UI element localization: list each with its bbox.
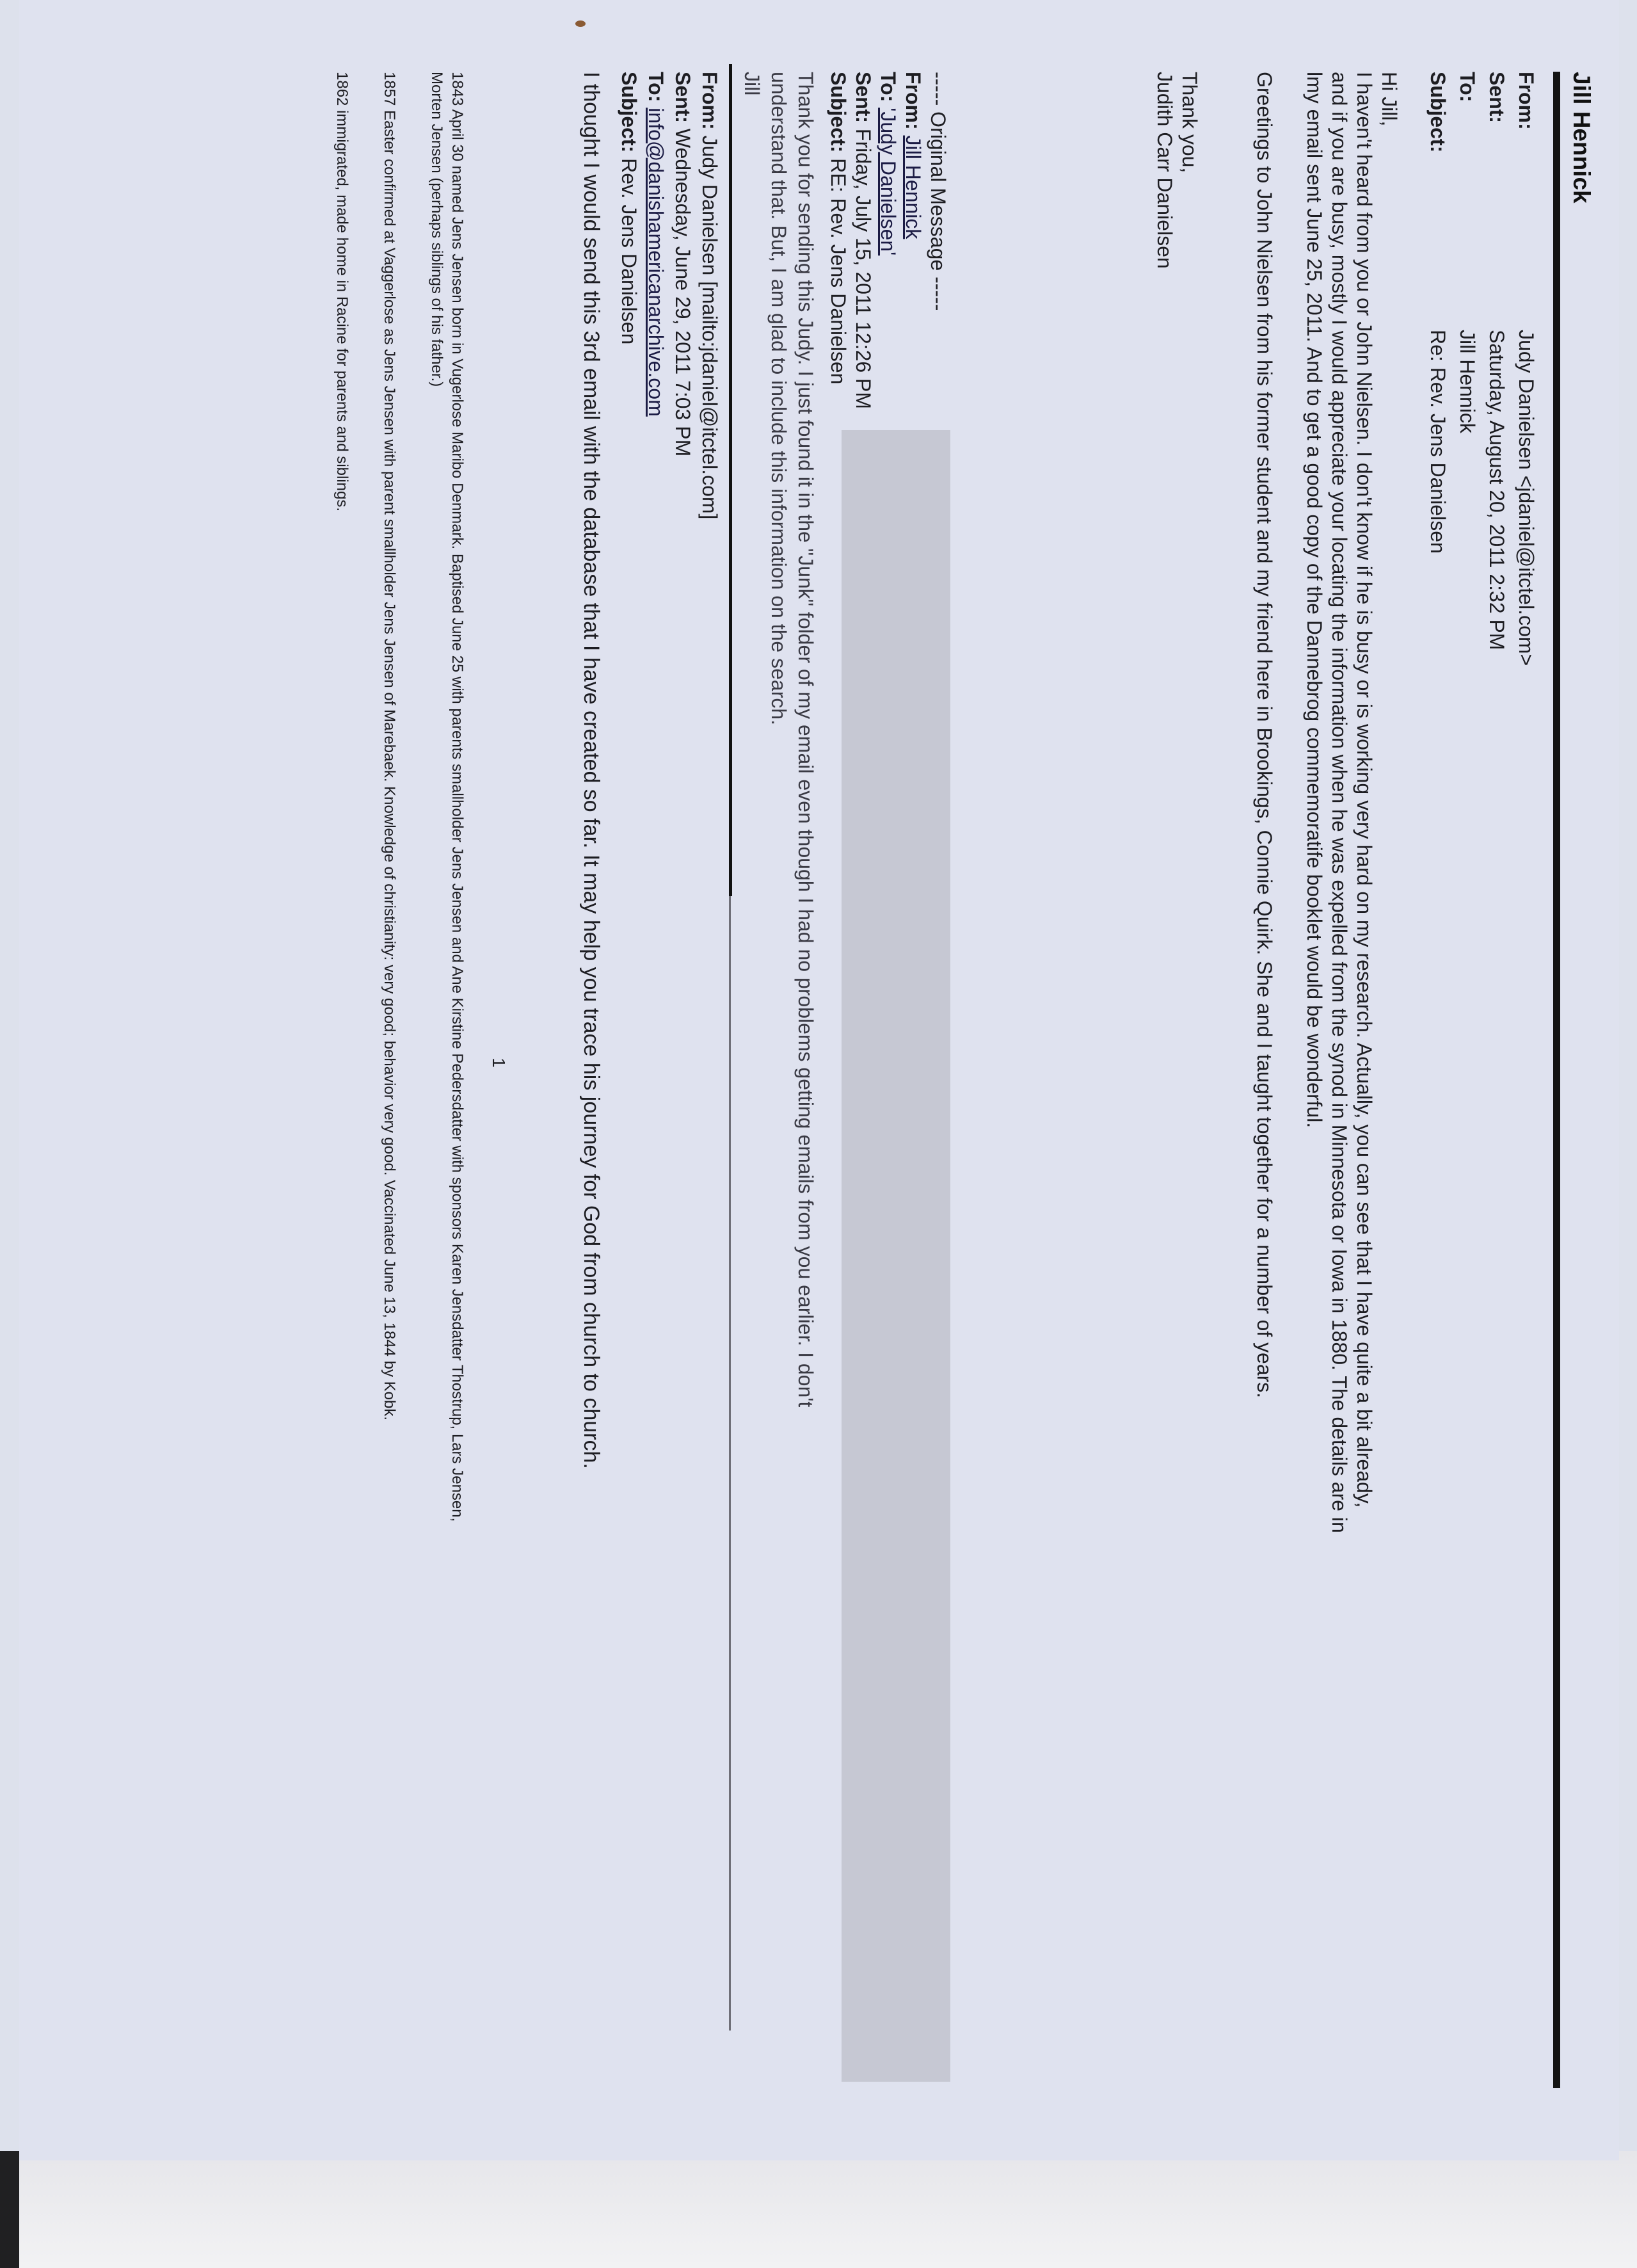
timeline-entry [331, 72, 352, 2056]
separator-accent [729, 64, 732, 896]
earlier-sent-line [669, 72, 696, 1992]
earlier-to-label: To: [644, 72, 667, 102]
earlier-message-header [616, 72, 723, 1992]
body-line-1: I haven't heard from you or John Nielsen. I don't know if he is busy or is working very hard on my research. Actually, you can see that I have quite a bit already, [1353, 72, 1376, 1508]
original-subject-value: RE: Rev. Jens Danielsen [827, 158, 850, 385]
scanner-edge [0, 2151, 19, 2268]
original-message-header [826, 72, 950, 1992]
timeline-entry [379, 72, 399, 2056]
original-sent-value: Friday, July 15, 2011 12:26 PM [852, 128, 875, 410]
earlier-subject-label: Subject: [618, 72, 641, 153]
scanner-background [0, 2151, 1637, 2268]
earlier-from-line [696, 72, 723, 1992]
header-label-sent: Sent: [1485, 72, 1508, 123]
reply-line-1: Thank you for sending this Judy. I just found it in the "Junk" folder of my email even though I had no problems getting emails from you earlier. I don't [794, 72, 817, 1408]
rotated-content [19, 0, 1619, 2160]
timeline-entry-3-line-1: 1862 immigrated, made home in Racine for parents and siblings. [333, 72, 351, 512]
original-from-link[interactable]: Jill Hennick [902, 135, 925, 239]
timeline-entry-1-line-1: 1843 April 30 named Jens Jensen born in Vugerlose Maribo Denmark. Baptised June 25 with parents smallholder Jens Jensen and Ane Kirstine Pedersdatter with sponsors Karen Jensdatter Thostrup, Lars Jensen, [449, 72, 466, 1522]
timeline-entry [426, 72, 467, 2056]
database-intro: I thought I would send this 3rd email with the database that I have created so far. It may help you trace his journey for God from church to church. [579, 72, 603, 1469]
reply-line-2: understand that. But, I am glad to include this information on the search. [767, 72, 790, 726]
earlier-to-line [643, 72, 669, 1992]
timeline-entry-1-line-2: Morten Jensen (perhaps siblings of his father.) [428, 72, 445, 387]
header-label-subject: Subject: [1426, 72, 1449, 153]
original-to-link[interactable]: 'Judy Danielsen' [877, 108, 900, 256]
header-label-to: To: [1456, 72, 1479, 102]
greeting: Hi Jill, [1378, 72, 1401, 127]
earlier-from-label: From: [698, 72, 721, 130]
earlier-sent-label: Sent: [671, 72, 694, 123]
header-sent-value: Saturday, August 20, 2011 2:32 PM [1485, 330, 1508, 650]
header-values [1423, 330, 1541, 666]
header-labels [1423, 72, 1541, 152]
page-number: 1 [489, 1058, 509, 1068]
body-paragraph-2: Greetings to John Nielsen from his former student and my friend here in Brookings, Connie Quirk. She and I taught together for a number of years. [1253, 72, 1276, 1399]
signoff: Thank you, [1178, 72, 1201, 173]
reply-body [739, 72, 819, 2024]
ink-mark [575, 20, 586, 27]
timeline-entry-2-line-1: 1857 Easter confirmed at Vaggerlose as Jens Jensen with parent smallholder Jens Jensen of Marebaek. Knowledge of christianity: very good; behavior very good. Vaccinated June 13, 1844 by Kobk. [381, 72, 398, 1421]
scanned-page [19, 0, 1619, 2160]
page-title: Jill Hennick [1569, 72, 1595, 204]
earlier-from-value: Judy Danielsen [mailto:jdaniel@itctel.com] [698, 135, 721, 520]
header-from-value: Judy Danielsen <jdaniel@itctel.com> [1515, 330, 1538, 666]
original-to-label: To: [877, 72, 900, 102]
title-divider [1553, 72, 1560, 2088]
original-from-label: From: [902, 72, 925, 130]
original-message-divider: ----- Original Message ----- [927, 72, 950, 311]
message-body [1152, 72, 1401, 2056]
earlier-sent-value: Wednesday, June 29, 2011 7:03 PM [671, 128, 694, 457]
original-sent-line [850, 72, 875, 1992]
original-subject-line [826, 72, 850, 1992]
email-printout [19, 0, 1619, 2160]
body-line-2: and if you are busy, mostly I would appreciate your locating the information when he was expelled from the synod in Minnesota or Iowa in 1880. The details are in [1328, 72, 1351, 1533]
header-subject-value: Re: Rev. Jens Danielsen [1426, 330, 1449, 554]
reply-signature: Jill [740, 72, 763, 96]
signature: Judith Carr Danielsen [1153, 72, 1176, 269]
timeline-list [305, 72, 467, 2056]
earlier-to-link[interactable]: info@danishamericanarchive.com [644, 108, 667, 417]
header-to-value: Jill Hennick [1456, 330, 1479, 433]
body-line-3: lmy email sent June 25, 2011. And to get a good copy of the Dannebrog commemoratife booklet would be wonderful. [1303, 72, 1326, 1129]
earlier-subject-value: Rev. Jens Danielsen [618, 158, 641, 345]
original-to-line [875, 72, 900, 1992]
original-from-line [900, 72, 925, 1992]
header-label-from: From: [1515, 72, 1538, 130]
original-sent-label: Sent: [852, 72, 875, 123]
original-subject-label: Subject: [827, 72, 850, 153]
earlier-subject-line [616, 72, 643, 1992]
